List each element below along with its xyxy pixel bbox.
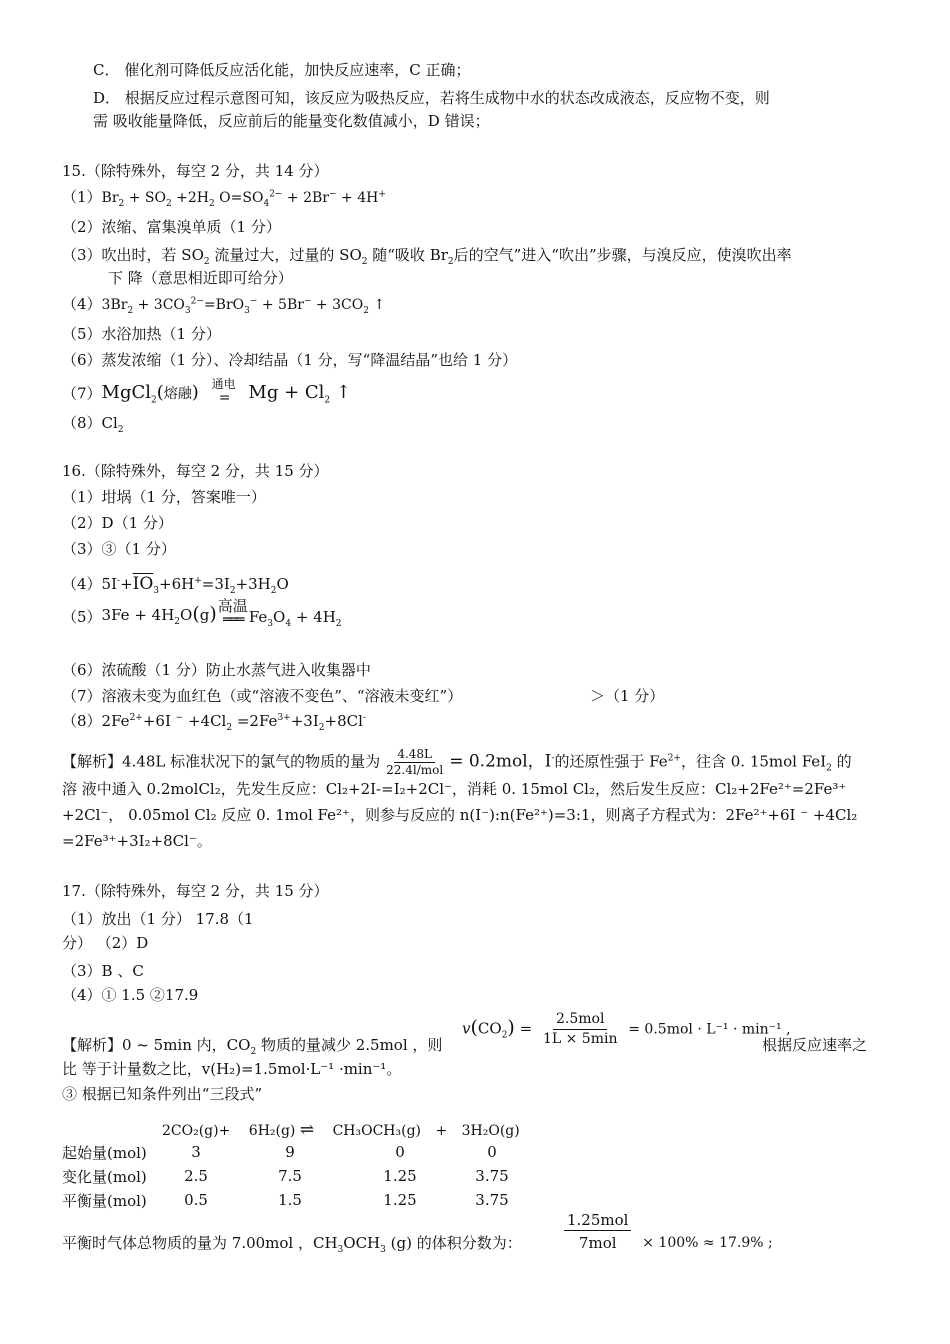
- q16-answer-1: （1）坩埚（1 分，答案唯一）: [62, 488, 266, 506]
- analysis-label: 【解析】: [62, 752, 123, 771]
- volume-fraction-line: 平衡时气体总物质的量为 7.00mol ，$CH_3OCH_3$ (g) 的体积分数为：: [62, 1234, 522, 1255]
- volume-fraction-formula: $\frac{\text{1.25mol}}{\text{7mol}}$ × 100% ≈ 17.9% ;: [564, 1210, 773, 1255]
- equilibrium-equation: 2CO₂(g)+ 6H₂(g) ⇌ CH₃OCH₃(g) + 3H₂O(g): [162, 1120, 520, 1140]
- volume-fraction: $\frac{\text{1.25mol}}{\text{7mol}}$: [564, 1210, 631, 1255]
- high-temp-condition: 高温 ═══: [217, 597, 248, 628]
- q17-analysis-line-1-left: 【解析】0 ~ 5min 内，$CO_2$ 物质的量减少 2.5mol ，则: [62, 1036, 443, 1057]
- q16-answer-2: （2）D（1 分）: [62, 514, 173, 532]
- q17-analysis-line-1-right: 根据反应速率之: [762, 1036, 868, 1054]
- q15-answer-4: $(4)3Br_2 + 3CO_3^{2-}=BrO_3^- + 5Br^- + 3CO_2$ ↑: [62, 295, 386, 316]
- option-c-line: C． 催化剂可降低反应活化能，加快反应速率，C 正确；: [93, 61, 471, 79]
- rate-fraction: $\frac{\text{2.5mol}}{1L \times 5\min}$: [542, 1011, 618, 1047]
- electrolysis-condition: 通电 =: [211, 377, 236, 406]
- q15-answer-6: （6）蒸发浓缩（1 分）、冷却结晶（1 分，写“降温结晶”也给 1 分）: [62, 351, 518, 369]
- q17-answer-1-line-1: （1）放出（1 分） 17.8（1: [62, 910, 254, 928]
- q17-analysis-line-2: 比 等于计量数之比，v(H₂)=1.5mol·L⁻¹ ·min⁻¹。: [62, 1060, 402, 1078]
- three-stage-table: [62, 1140, 538, 1212]
- q16-answer-7: （7）溶液未变为血红色（或“溶液不变色”、“溶液未变红”）: [62, 687, 463, 705]
- q16-answer-5: $(5)3Fe + 4H_2O(g)$ 高温 ═══ $Fe_3O_4 + 4H_2$: [62, 597, 342, 629]
- q15-answer-3-line-1: （3）吹出时，若 $SO_2$ 流量过大，过量的 $SO_2$ 随“吸收 $Br_2$后的空气”进入“吹出”步骤，与溴反应，使溴吹出率: [62, 246, 792, 267]
- q16-answer-4: $(4)5I^-+\overline{IO}_3+6H^+=3I_2+3H_2O$: [62, 574, 289, 596]
- q15-header: 15.（除特殊外，每空 2 分，共 14 分）: [62, 162, 329, 180]
- q16-analysis-line-4: =2Fe³⁺+3I₂+8Cl⁻。: [62, 832, 212, 850]
- q16-answer-6: （6）浓硫酸（1 分）防止水蒸气进入收集器中: [62, 661, 371, 679]
- q16-header: 16.（除特殊外，每空 2 分，共 15 分）: [62, 462, 329, 480]
- chlorine-moles-fraction: $\frac{4.48L}{\text{22.4l/mol}}$: [386, 747, 444, 777]
- three-stage-intro: ③ 根据已知条件列出“三段式”: [62, 1085, 263, 1103]
- q16-answer-7-tail: ＞（1 分）: [590, 687, 665, 705]
- equilibrium-arrow-icon: ⇌: [299, 1120, 315, 1140]
- q17-answer-4: （4）① 1.5 ②17.9: [62, 986, 199, 1004]
- rate-formula: $v(CO_2)$ = $\frac{\text{2.5mol}}{1L \times 5\min}$ = 0.5mol · L⁻¹ · min⁻¹ ,: [462, 1011, 791, 1047]
- q16-answer-3: （3）③（1 分）: [62, 540, 176, 558]
- q16-analysis-line-2: 溶 液中通入 0.2molCl₂，先发生反应：Cl₂+2I-=I₂+2Cl⁻，消耗 0. 15mol Cl₂，然后发生反应：Cl₂+2Fe²⁺=2Fe³⁺: [62, 780, 847, 798]
- analysis-label: 【解析】: [62, 1036, 123, 1054]
- option-d-line-2: 需 吸收能量降低，反应前后的能量变化数值减小，D 错误；: [93, 112, 490, 130]
- q16-analysis-line-1: 【解析】4.48L 标准状况下的氯气的物质的量为 $\frac{4.48L}{\text{22.4l/mol}}$ = 0.2mol，I-的还原性强于 $Fe^{2+}$，往含 0. 15mol FeI$_2$ 的: [62, 747, 852, 777]
- q17-header: 17.（除特殊外，每空 2 分，共 15 分）: [62, 882, 329, 900]
- q15-answer-2: （2）浓缩、富集溴单质（1 分）: [62, 218, 281, 236]
- q15-answer-5: （5）水浴加热（1 分）: [62, 325, 221, 343]
- q16-answer-8: $(8)2Fe^{2+}+6I$ $^- +4Cl_2 =2Fe^{3+}+3I_2+8Cl^-$: [62, 712, 366, 733]
- q15-answer-7: （7）MgCl$_2$(熔融) 通电 = $Mg + Cl_2$ ↑: [62, 377, 351, 406]
- option-d-line-1: D． 根据反应过程示意图可知，该反应为吸热反应，若将生成物中水的状态改成液态，反应物不变，则: [93, 89, 770, 107]
- q16-analysis-line-3: +2Cl⁻， 0.05mol Cl₂ 反应 0. 1mol Fe²⁺，则参与反应的 n(I⁻):n(Fe²⁺)=3:1，则离子方程式为：2Fe²⁺+6I ⁻ +4Cl₂: [62, 806, 858, 824]
- q17-answer-1-line-2: 分） （2）D: [62, 934, 149, 952]
- q15-answer-1: $(1)Br_2 + SO_2 +2H_2$ $O=SO_4^{2-} + 2Br^- + 4H^+$: [62, 188, 386, 209]
- table-row: 变化量(mol) 2.5 7.5 1.25 3.75: [62, 1167, 509, 1186]
- q15-answer-8: $(8)Cl_2$: [62, 414, 124, 435]
- table-row: 平衡量(mol) 0.5 1.5 1.25 3.75: [62, 1191, 509, 1210]
- q17-answer-3: （3）B 、C: [62, 962, 144, 980]
- q15-answer-3-line-2: 下 降（意思相近即可给分）: [108, 269, 293, 287]
- table-row: 起始量(mol) 3 9 0 0: [62, 1143, 497, 1162]
